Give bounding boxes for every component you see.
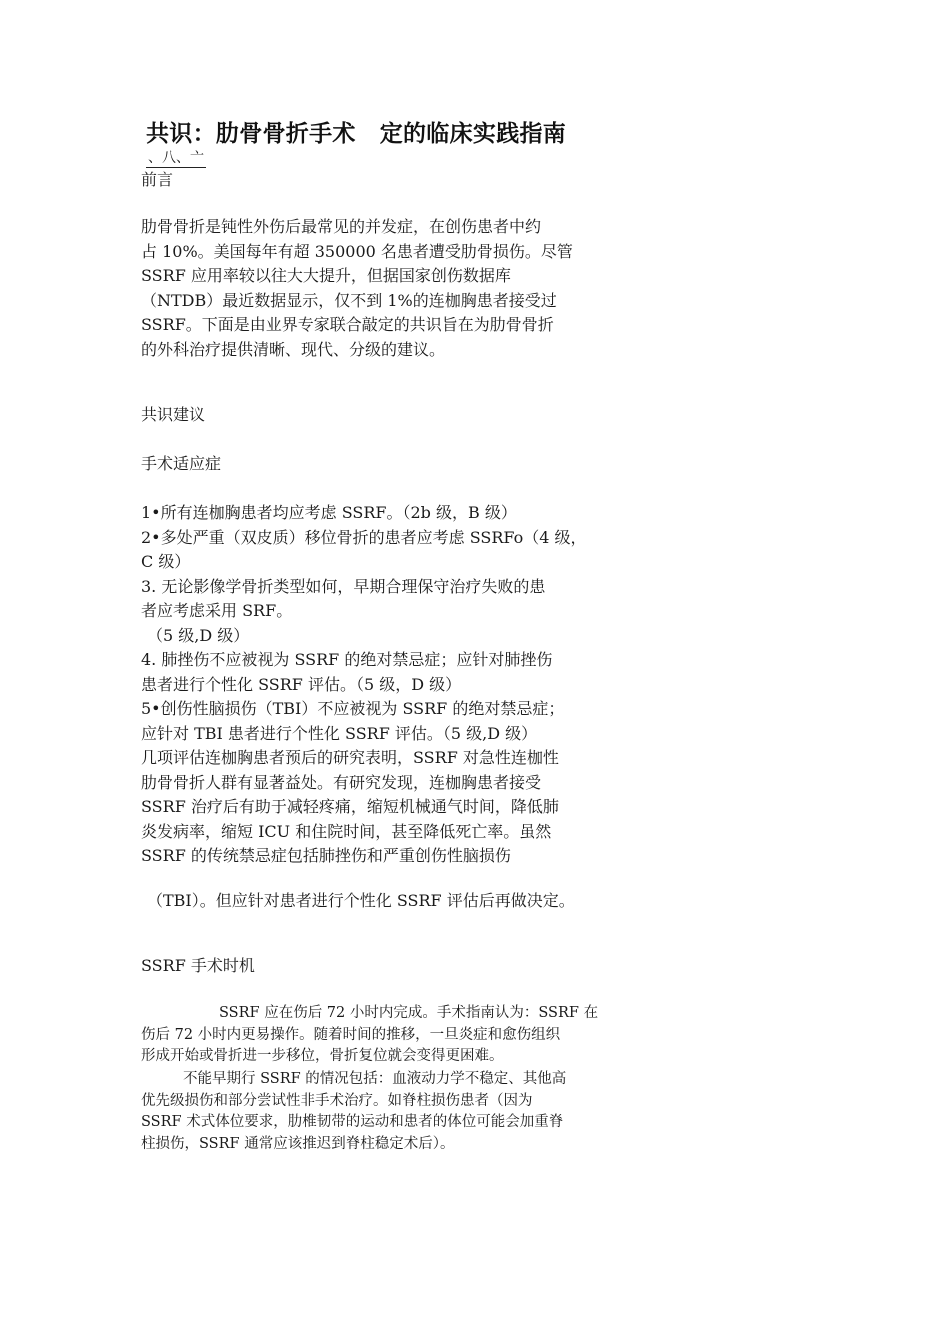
title-part-2: 定的临床实践指南: [379, 121, 567, 147]
preface-line: 的外科治疗提供清晰、现代、分级的建议。: [141, 339, 446, 359]
timing-line: 柱损伤，SSRF 通常应该推迟到脊柱稳定术后）。: [141, 1135, 455, 1152]
timing-line: SSRF 术式体位要求，肋椎韧带的运动和患者的体位可能会加重脊: [141, 1114, 564, 1130]
recommendation-line: 肋骨骨折人群有显著益处。有研究发现，连枷胸患者接受: [141, 772, 542, 792]
consensus-heading: 共识建议: [141, 405, 206, 424]
tbi-line: （TBI）。但应针对患者进行个性化 SSRF 评估后再做决定。: [147, 891, 575, 910]
recommendation-line: 4. 肺挫伤不应被视为 SSRF 的绝对禁忌症；应针对肺挫伤: [141, 650, 553, 669]
title-part-1: 共识：肋骨骨折手术: [146, 121, 356, 147]
timing-line: 形成开始或骨折进一步移位，骨折复位就会变得更困难。: [141, 1048, 504, 1064]
timing-line: 不能早期行 SSRF 的情况包括：血液动力学不稳定、其他高: [183, 1071, 567, 1087]
recommendation-line: 5•创伤性脑损伤（TBI）不应被视为 SSRF 的绝对禁忌症；: [141, 699, 565, 718]
preface-paragraph: [141, 215, 573, 362]
recommendation-line: 几项评估连枷胸患者预后的研究表明，SSRF 对急性连枷性: [141, 748, 559, 767]
recommendation-line: 应针对 TBI 患者进行个性化 SSRF 评估。（5 级,D 级）: [141, 723, 538, 743]
timing-line: 优先级损伤和部分尝试性非手术治疗。如脊柱损伤患者（因为: [141, 1092, 533, 1109]
preface-heading: 前言: [141, 170, 174, 189]
document-title: [146, 118, 566, 150]
preface-line: 占 10%。美国每年有超 350000 名患者遭受肋骨损伤。尽管: [141, 241, 573, 261]
recommendation-line: 1•所有连枷胸患者均应考虑 SSRF。（2b 级，B 级）: [141, 503, 517, 522]
recommendation-line: （5 级,D 级）: [147, 625, 250, 645]
preface-line: SSRF 应用率较以往大大提升，但据国家创伤数据库: [141, 266, 511, 285]
recommendation-line: 炎发病率，缩短 ICU 和住院时间，甚至降低死亡率。虽然: [141, 821, 552, 841]
recommendation-line: C 级）: [141, 552, 191, 571]
timing-paragraph-2: [141, 1069, 566, 1155]
document-subtitle: 、八、亠: [148, 150, 204, 166]
recommendation-line: SSRF 治疗后有助于减轻疼痛，缩短机械通气时间，降低肺: [141, 797, 559, 816]
preface-line: SSRF。下面是由业界专家联合敲定的共识旨在为肋骨骨折: [141, 315, 554, 334]
preface-line: （NTDB）最近数据显示，仅不到 1%的连枷胸患者接受过: [141, 290, 557, 310]
timing-line: SSRF 应在伤后 72 小时内完成。手术指南认为：SSRF 在: [219, 1005, 599, 1021]
recommendation-line: 3. 无论影像学骨折类型如何，早期合理保守治疗失败的患: [141, 576, 546, 596]
preface-line: 肋骨骨折是钝性外伤后最常见的并发症，在创伤患者中约: [141, 217, 542, 236]
recommendation-line: 2•多处严重（双皮质）移位骨折的患者应考虑 SSRFo（4 级，: [141, 527, 587, 547]
recommendation-line: 患者进行个性化 SSRF 评估。（5 级，D 级）: [141, 674, 462, 694]
timing-heading: SSRF 手术时机: [141, 956, 255, 975]
recommendation-line: 者应考虑采用 SRF。: [141, 601, 293, 620]
recommendation-line: SSRF 的传统禁忌症包括肺挫伤和严重创伤性脑损伤: [141, 846, 511, 865]
timing-line: 伤后 72 小时内更易操作。随着时间的推移，一旦炎症和愈伤组织: [141, 1026, 561, 1043]
recommendations-list: [141, 501, 587, 869]
timing-paragraph-1: [141, 1003, 598, 1068]
indications-heading: 手术适应症: [141, 454, 222, 473]
